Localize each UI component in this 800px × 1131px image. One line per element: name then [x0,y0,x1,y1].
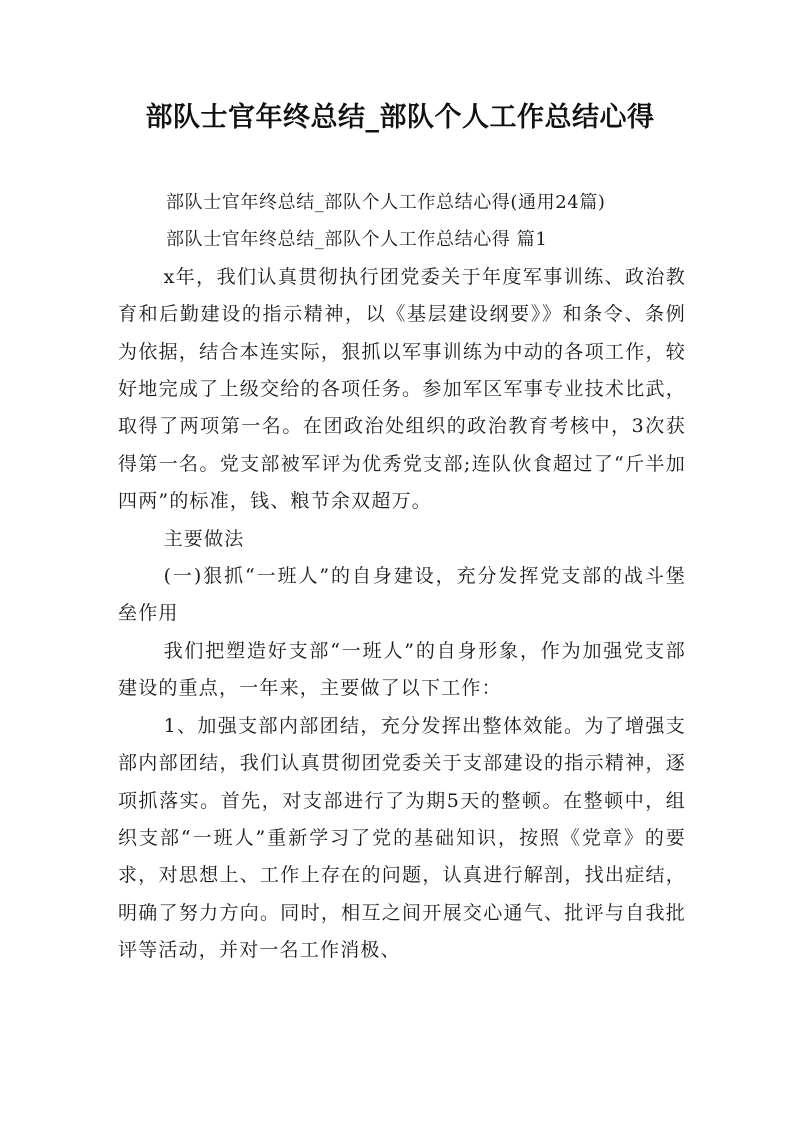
body-paragraph: x年，我们认真贯彻执行团党委关于年度军事训练、政治教育和后勤建设的指示精神，以《基层建设纲要》》和条令、条例为依据，结合本连实际，狠抓以军事训练为中动的各项工作，较好地完成了上级交给的各项任务。参加军区军事专业技术比武，取得了两项第一名。在团政治处组织的政治教育考核中，3次获得第一名。党支部被军评为优秀党支部;连队伙食超过了“斤半加四两”的标准，钱、粮节余双超万。 [118,265,686,513]
subheading-main-practices: 主要做法 [163,527,245,550]
document-title: 部队士官年终总结_部队个人工作总结心得 [145,102,655,133]
section-heading: 部队士官年终总结_部队个人工作总结心得 篇1 [166,229,548,251]
document-body [118,184,686,970]
subheading-item-one: (一)狠抓“一班人”的自身建设，充分发挥党支部的战斗堡垒作用 [118,565,686,625]
body-paragraph: 1、加强支部内部团结，充分发挥出整体效能。为了增强支部内部团结，我们认真贯彻团党委关于支部建设的指示精神，逐项抓落实。首先，对支部进行了为期5天的整顿。在整顿中，组织支部“一班人”重新学习了党的基础知识，按照《党章》的要求，对思想上、工作上存在的问题，认真进行解剖，找出症结，明确了努力方向。同时，相互之间开展交心通气、批评与自我批评等活动，并对一名工作消极、 [118,714,686,962]
intro-line: 部队士官年终总结_部队个人工作总结心得(通用24篇) [166,192,606,213]
body-paragraph: 我们把塑造好支部“一班人”的自身形象，作为加强党支部建设的重点，一年来，主要做了以下工作： [118,639,686,700]
